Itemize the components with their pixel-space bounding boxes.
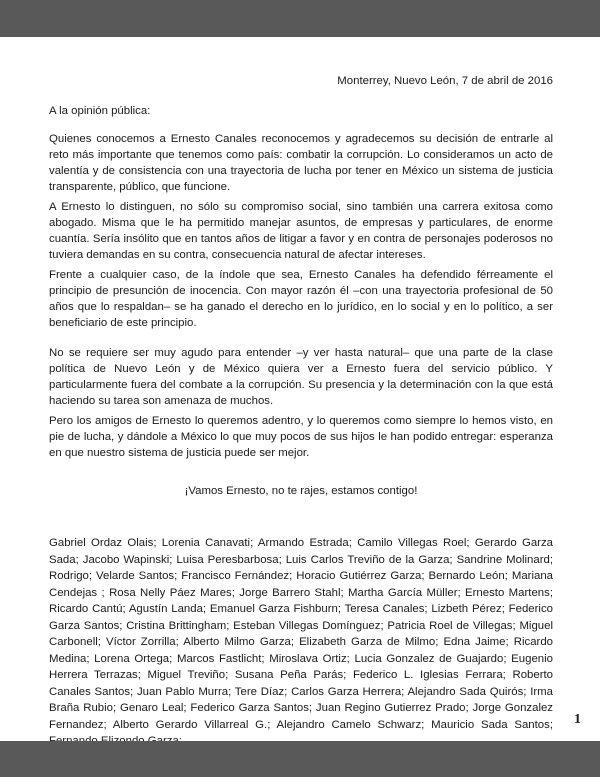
page-number: 1 — [574, 712, 581, 727]
paragraph-4: No se requiere ser muy agudo para entender –y ver hasta natural– que una parte de la clase política de Nuevo León y de México quiera ver a Ernesto fuera del servicio público. Y particularmente fuera del combate a la corrupción. Su presencia y la determinación con la que está haciendo su tarea son amenaza de muchos. — [49, 347, 553, 407]
paragraph-2: A Ernesto lo distinguen, no sólo su compromiso social, sino también una carrera exitosa como abogado. Misma que le ha permitido manejar asuntos, de empresas y particulares, de enorme cuantía. Sería insólito que en tantos años de litigar a favor y en contra de personajes poderosos no tuviera demandas en su contra, consecuencia natural de afectar intereses. — [49, 201, 553, 261]
slogan: ¡Vamos Ernesto, no te rajes, estamos contigo! — [184, 485, 418, 497]
top-dark-bar — [0, 0, 600, 37]
paragraph-5: Pero los amigos de Ernesto lo queremos adentro, y lo queremos como siempre lo hemos visto, en pie de lucha, y dándole a México lo que muy pocos de sus hijos le han podido entregar: esperanza en que nuestro sistema de justicia puede ser mejor. — [49, 415, 553, 459]
signatories-list: Gabriel Ordaz Olais; Lorenia Canavati; Armando Estrada; Camilo Villegas Roel; Gerardo Garza Sada; Jacobo Wapinski; Luisa Peresbarbosa; Luis Carlos Treviño de la Garza; Sandrine Molinard; Rodrigo; Velarde Santos; Francisco Fernández; Horacio Gutiérrez Garza; Bernardo León; Mariana Cendejas ; Rosa Nelly Páez Mares; Jorge Barrero Stahl; Martha García Müller; Ernesto Martens; Ricardo Cantú; Agustín Landa; Emanuel Garza Fishburn; Teresa Canales; Lizbeth Pérez; Federico Garza Santos; Cristina Brittingham; Esteban Villegas Domínguez; Patricia Roel de Villegas; Miguel Carbonell; Víctor Zorrilla; Alberto Milmo Garza; Elizabeth Garza de Milmo; Edna Jaime; Ricardo Medina; Lorena Ortega; Marcos Fastlicht; Miroslava Ortiz; Lucia Gonzalez de Guajardo; Eugenio Herrera Terrazas; Miguel Treviño; Susana Peña Parás; Federico L. Iglesias Ferrara; Roberto Canales Santos; Juan Pablo Murra; Tere Díaz; Carlos Garza Herrera; Alejandro Sada Quirós; Irma Braña Rubio; Genaro Leal; Federico Garza Santos; Juan Regino Gutierrez Prado; Jorge Gonzalez Fernandez; Alberto Gerardo Villarreal G.; Alejandro Camelo Schwarz; Mauricio Sada Santos; — [49, 537, 553, 731]
salutation: A la opinión pública: — [49, 105, 151, 117]
paragraph-3: Frente a cualquier caso, de la índole que sea, Ernesto Canales ha defendido férreamente el principio de presunción de inocencia. Con mayor razón él –con una trayectoria profesional de 50 años que lo respaldan– se ha ganado el derecho en lo jurídico, en lo social y en lo político, a ser beneficiario de este principio. — [49, 269, 553, 329]
bottom-dark-bar — [0, 741, 600, 777]
paragraph-1: Quienes conocemos a Ernesto Canales reconocemos y agradecemos su decisión de entrarle al reto más importante que tenemos como país: combatir la corrupción. Lo consideramos un acto de valentía y de consistencia con una trayectoria de lucha por tener en México un sistema de justicia transparente, público, que funcione. — [49, 133, 553, 193]
date-line: Monterrey, Nuevo León, 7 de abril de 2016 — [337, 75, 553, 87]
